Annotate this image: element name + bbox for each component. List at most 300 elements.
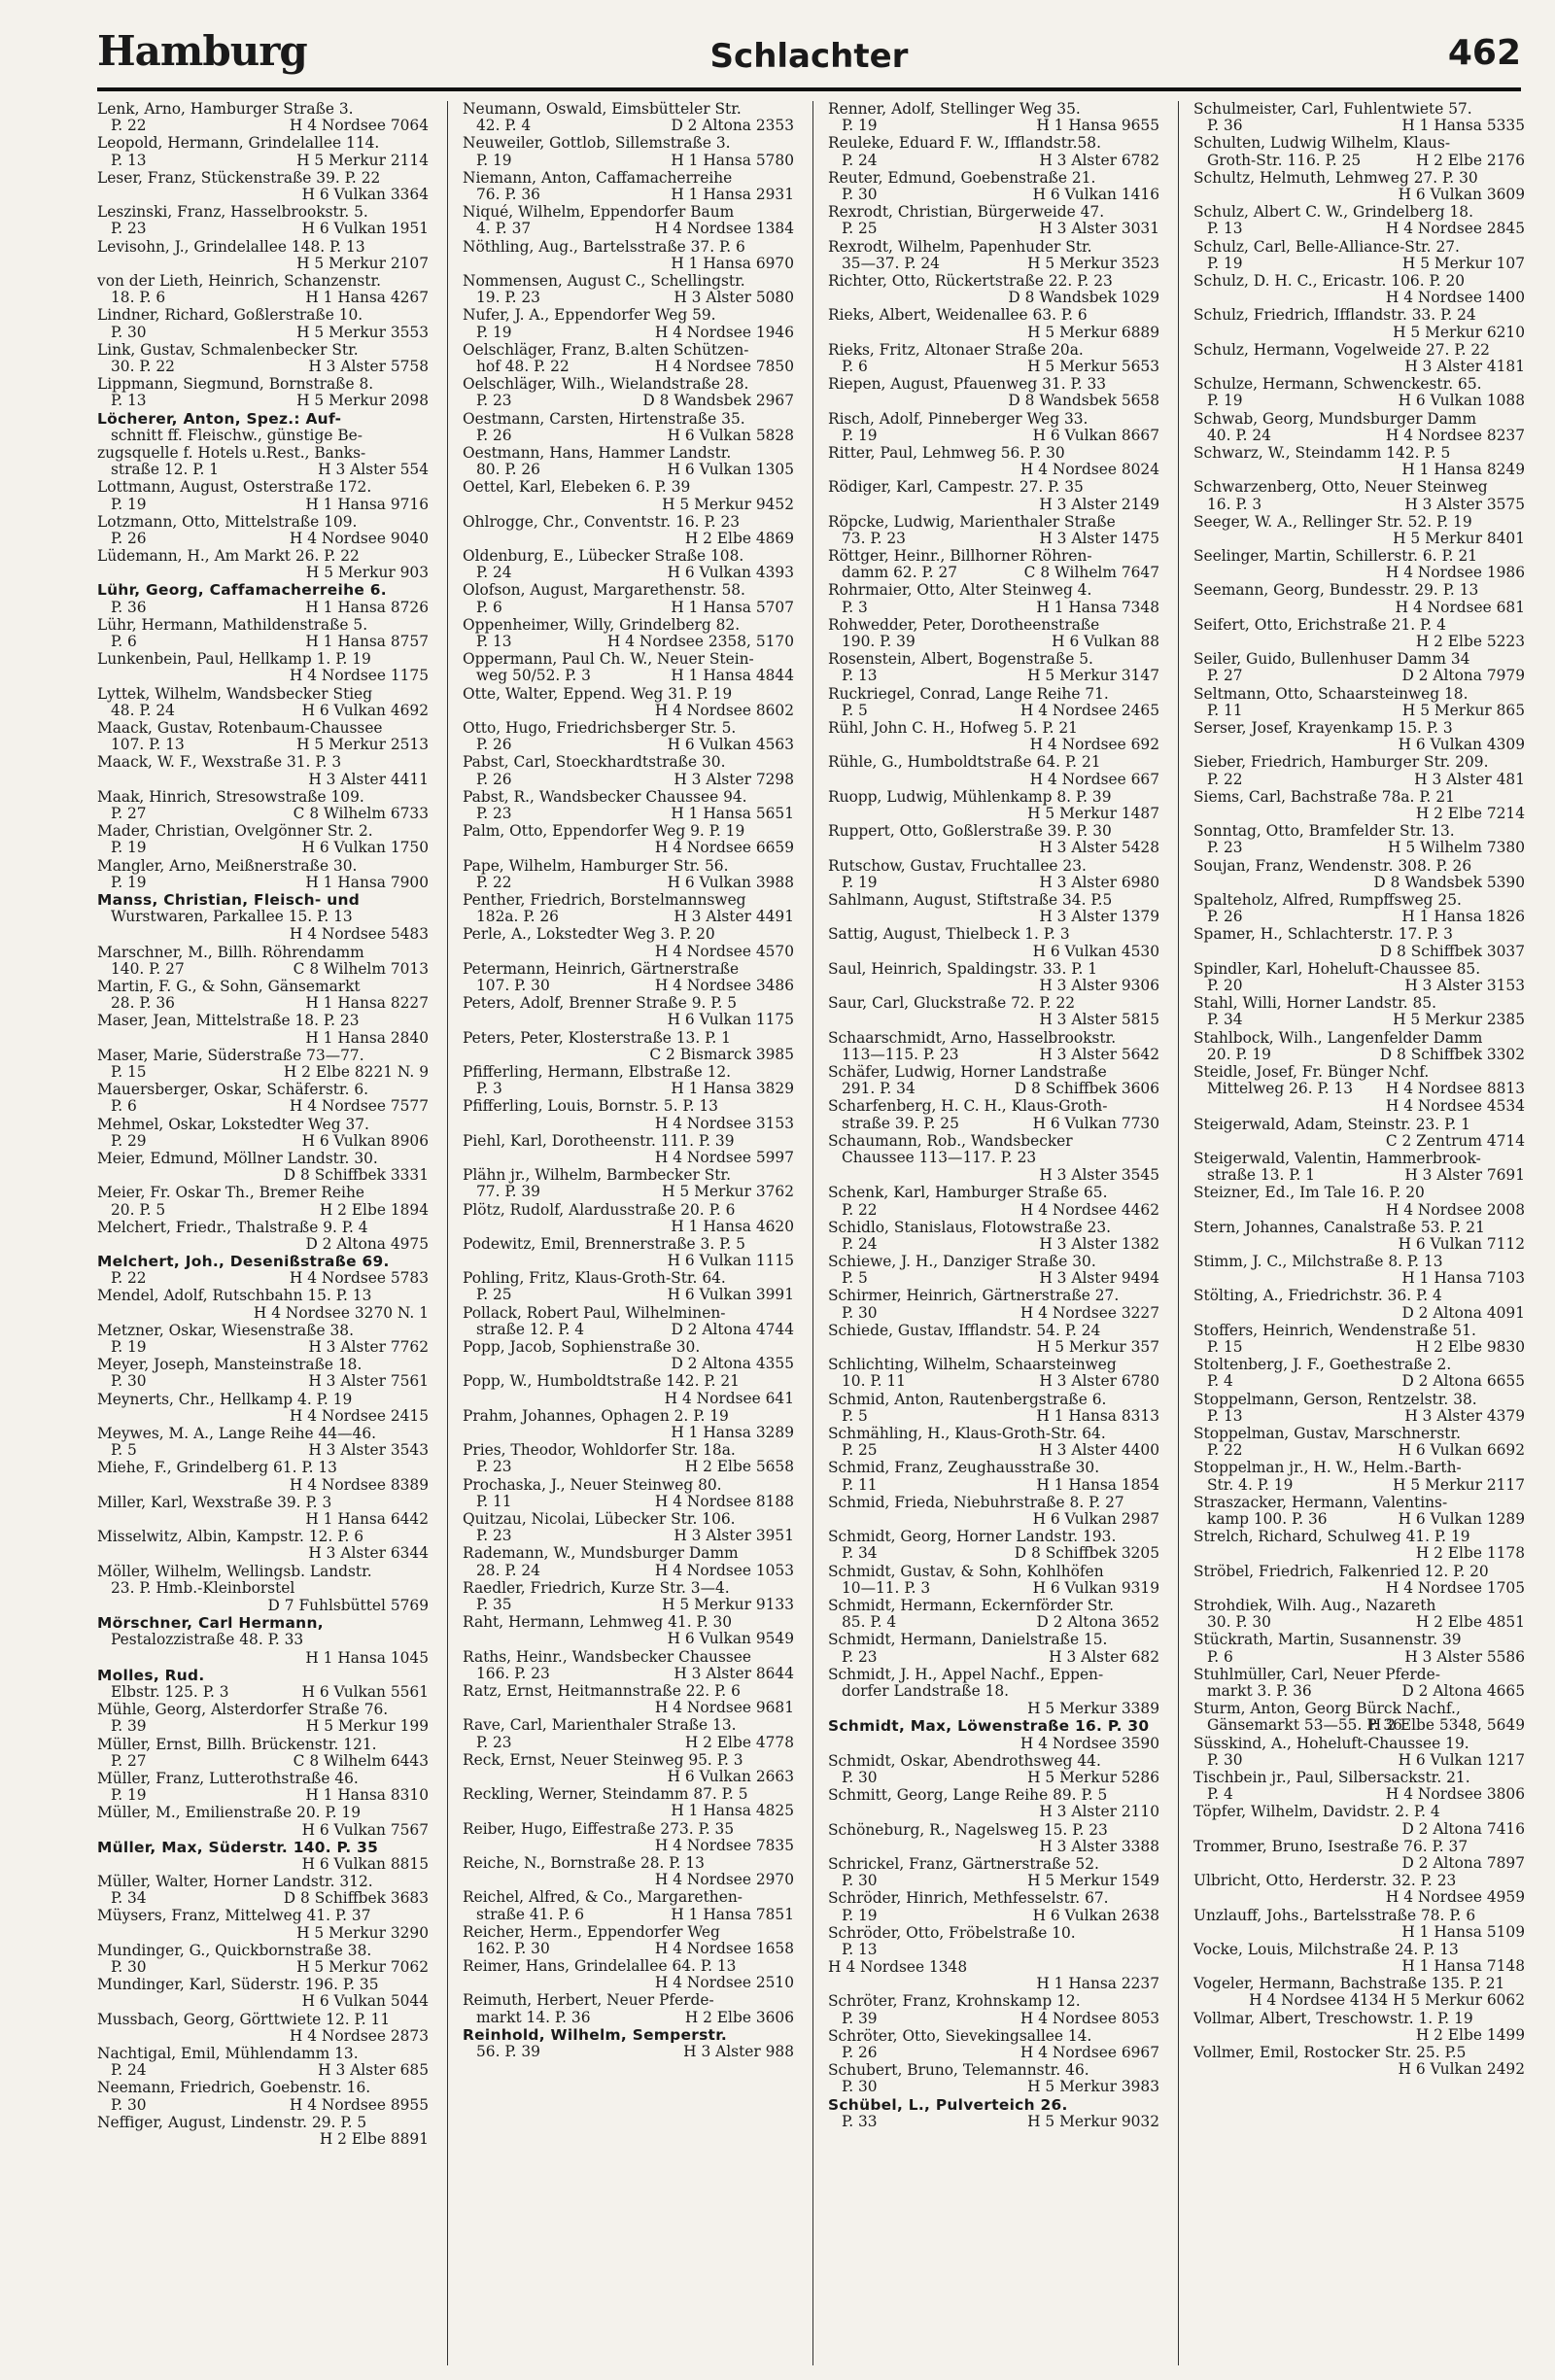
entry-phone-number: H 4 Nordsee 4462 <box>1019 1200 1159 1219</box>
entry-name-address: Schirmer, Heinrich, Gärtnerstraße 27. <box>828 1288 1120 1305</box>
entry-name-address: Schulze, Hermann, Schwenckestr. 65. <box>1193 376 1482 394</box>
entry-postal-detail: P. 33 <box>842 2112 878 2130</box>
entry-phone-number: H 4 Nordsee 7850 <box>654 357 794 375</box>
directory-entry <box>828 1460 1159 1493</box>
entry-detail-line <box>828 1047 1159 1063</box>
directory-entry <box>1193 1392 1525 1425</box>
entry-phone-number: H 4 Nordsee 8237 <box>1385 426 1525 444</box>
entry-phone-number: H 1 Hansa 8726 <box>305 598 429 616</box>
entry-detail-line <box>1193 118 1525 134</box>
entry-postal-detail: P. 23 <box>476 392 512 410</box>
entry-name-address: Steidle, Josef, Fr. Bünger Nchf. <box>1193 1063 1430 1081</box>
entry-name-address: Saur, Carl, Gluckstraße 72. P. 22 <box>828 995 1076 1013</box>
entry-detail-line <box>1193 1786 1525 1803</box>
directory-entry <box>97 1460 429 1493</box>
directory-entry <box>1193 1873 1525 1906</box>
entry-name-address: Schulmeister, Carl, Fuhlentwiete 57. <box>1193 101 1472 118</box>
entry-name-address: Schmidt, Gustav, & Sohn, Kohlhöfen <box>828 1563 1104 1580</box>
entry-detail-line <box>463 497 794 513</box>
entry-postal-detail: P. 23 <box>476 1458 512 1476</box>
entry-phone-number: H 3 Alster 6780 <box>1039 1372 1159 1391</box>
entry-detail-line <box>97 1167 429 1184</box>
entry-name-address: Rademann, W., Mundsburger Damm <box>463 1545 739 1563</box>
entry-name-address: Reiche, N., Bornstraße 28. P. 13 <box>463 1854 705 1872</box>
entry-postal-detail: P. 26 <box>476 770 512 788</box>
entry-phone-number: H 1 Hansa 7900 <box>305 873 429 891</box>
entry-phone-number: H 4 Nordsee 1400 <box>1385 289 1525 307</box>
directory-entry <box>1193 686 1525 719</box>
entry-detail-line <box>97 1632 429 1648</box>
entry-postal-detail: P. 26 <box>111 529 147 547</box>
directory-entry <box>1193 342 1525 375</box>
entry-postal-detail: P. 13 <box>111 151 147 169</box>
directory-entry <box>1193 2011 1525 2044</box>
directory-entry <box>1193 1495 1525 1528</box>
directory-entry <box>97 1151 429 1184</box>
entry-phone-number: H 4 Nordsee 8955 <box>289 2095 429 2114</box>
entry-detail-line <box>1193 428 1525 444</box>
entry-detail-line <box>97 909 429 925</box>
entry-detail-line <box>1193 1477 1525 1494</box>
entry-detail-line <box>1193 1889 1525 1906</box>
entry-phone-number: H 6 Vulkan 2638 <box>1032 1906 1159 1924</box>
entry-detail-line <box>828 978 1159 994</box>
entry-phone-number: H 2 Elbe 4869 <box>684 529 794 547</box>
entry-postal-detail: P. 23 <box>111 220 147 238</box>
directory-entry <box>828 1167 1159 1184</box>
entry-phone-number: H 5 Merkur 2513 <box>296 736 429 754</box>
entry-phone-number: H 4 Nordsee 2873 <box>289 2026 429 2045</box>
entry-phone-number: H 6 Vulkan 8906 <box>301 1131 429 1150</box>
entry-postal-detail: 18. P. 6 <box>111 289 166 307</box>
entry-name-address: Schmähling, H., Klaus-Groth-Str. 64. <box>828 1426 1106 1443</box>
entry-detail-line <box>463 565 794 581</box>
entry-name-address: Pfifferling, Hermann, Elbstraße 12. <box>463 1063 732 1081</box>
directory-entry <box>463 1958 794 1991</box>
entry-name-address: Schröder, Hinrich, Methfesselstr. 67. <box>828 1890 1109 1908</box>
directory-entry <box>97 858 429 891</box>
entry-postal-detail: P. 6 <box>842 357 868 375</box>
entry-detail-line <box>97 1684 429 1701</box>
entry-postal-detail: straße 13. P. 1 <box>1207 1166 1316 1185</box>
directory-entry <box>97 686 429 719</box>
directory-entry <box>463 1477 794 1510</box>
directory-entry <box>828 961 1159 994</box>
entry-name-address: Reimer, Hans, Grindelallee 64. P. 13 <box>463 1958 737 1976</box>
entry-name-address: Rexrodt, Christian, Bürgerweide 47. <box>828 204 1105 222</box>
directory-entry <box>97 1082 429 1115</box>
directory-entry <box>828 273 1159 306</box>
directory-entry <box>828 1701 1159 1717</box>
entry-detail-line <box>828 600 1159 616</box>
entry-phone-number: H 3 Alster 9494 <box>1039 1269 1159 1288</box>
entry-name-address: Stoppelman, Gustav, Marschnerstr. <box>1193 1426 1462 1443</box>
entry-name-address: Pfifferling, Louis, Bornstr. 5. P. 13 <box>463 1098 718 1116</box>
entry-phone-number: D 8 Schiffbek 3205 <box>1014 1544 1159 1563</box>
directory-entry <box>1193 273 1525 306</box>
entry-name-address: Lüdemann, H., Am Markt 26. P. 22 <box>97 548 360 566</box>
entry-name-address: Serser, Josef, Krayenkamp 15. P. 3 <box>1193 720 1453 738</box>
entry-name-address: Maak, Hinrich, Stresowstraße 109. <box>97 788 364 806</box>
entry-postal-detail: 35—37. P. 24 <box>842 254 940 272</box>
entry-detail-line <box>1193 1012 1525 1028</box>
entry-name-address: zugsquelle f. Hotels u.Rest., Banks- <box>97 444 366 462</box>
entry-detail-line <box>97 1545 429 1562</box>
entry-phone-number: H 6 Vulkan 1289 <box>1398 1510 1525 1529</box>
entry-phone-number: H 6 Vulkan 4393 <box>667 564 794 582</box>
entry-phone-number: H 2 Elbe 9830 <box>1415 1338 1525 1357</box>
entry-detail-line <box>828 1081 1159 1097</box>
directory-entry <box>1193 720 1525 753</box>
entry-postal-detail: P. 26 <box>1207 908 1243 926</box>
directory-entry <box>97 1529 429 1562</box>
entry-detail-line <box>463 1287 794 1303</box>
entry-detail-line <box>1193 1752 1525 1769</box>
directory-entry <box>463 273 794 306</box>
entry-phone-number: H 6 Vulkan 1088 <box>1398 392 1525 410</box>
directory-entry <box>97 273 429 306</box>
directory-entry <box>463 170 794 203</box>
entry-phone-number: H 3 Alster 554 <box>318 461 429 479</box>
directory-entry <box>463 101 794 134</box>
directory-entry <box>463 1821 794 1854</box>
entry-name-address: Maack, W. F., Wexstraße 31. P. 3 <box>97 754 342 772</box>
directory-entry <box>828 307 1159 340</box>
entry-phone-number: H 3 Alster 5815 <box>1039 1011 1159 1029</box>
entry-detail-line <box>97 2062 429 2079</box>
entry-name-address: Penther, Friedrich, Borstelmannsweg <box>463 891 746 909</box>
entry-phone-number: H 6 Vulkan 8815 <box>301 1854 429 1873</box>
entry-name-address: Peters, Adolf, Brenner Straße 9. P. 5 <box>463 995 738 1013</box>
directory-entry <box>97 135 429 168</box>
directory-entry <box>828 582 1159 615</box>
entry-postal-detail: P. 30 <box>842 1872 878 1890</box>
directory-entry <box>828 1323 1159 1356</box>
directory-entry <box>828 445 1159 478</box>
entry-phone-number: H 3 Alster 1379 <box>1039 908 1159 926</box>
directory-entry <box>463 1098 794 1131</box>
entry-name-address: Pabst, Carl, Stoeckhardtstraße 30. <box>463 754 726 772</box>
entry-name-address: Levisohn, J., Grindelallee 148. P. 13 <box>97 238 365 256</box>
entry-detail-line <box>1193 703 1525 719</box>
entry-phone-number: H 6 Vulkan 8667 <box>1032 426 1159 444</box>
directory-entry <box>1193 1030 1525 1063</box>
directory-entry <box>1193 1804 1525 1837</box>
entry-detail-line <box>97 1925 429 1942</box>
directory-entry <box>97 342 429 375</box>
directory-entry <box>1193 204 1525 237</box>
entry-postal-detail: straße 41. P. 6 <box>476 1905 585 1923</box>
entry-name-address: Pape, Wilhelm, Hamburger Str. 56. <box>463 857 729 875</box>
entry-postal-detail: P. 3 <box>842 598 868 616</box>
entry-name-address: Meier, Fr. Oskar Th., Bremer Reihe <box>97 1185 364 1202</box>
entry-phone-number: H 4 Nordsee 7064 <box>289 117 429 135</box>
entry-postal-detail: P. 25 <box>842 220 878 238</box>
entry-phone-number: H 2 Elbe 4851 <box>1415 1613 1525 1632</box>
entry-detail-line <box>1193 1202 1525 1219</box>
entry-name-address: Lunkenbein, Paul, Hellkamp 1. P. 19 <box>97 651 371 669</box>
directory-entry <box>1193 101 1525 134</box>
entry-phone-number: H 6 Vulkan 1115 <box>667 1252 794 1270</box>
entry-detail-line <box>463 1872 794 1888</box>
entry-phone-number: H 4 Nordsee 3590 <box>1019 1734 1159 1752</box>
entry-detail-line <box>828 1545 1159 1562</box>
entry-name-address: Schulz, D. H. C., Ericastr. 106. P. 20 <box>1193 272 1466 290</box>
entry-detail-line <box>828 1270 1159 1287</box>
entry-phone-number: H 4 Nordsee 4959 <box>1385 1888 1525 1907</box>
entry-name-address: Müller, Franz, Lutterothstraße 46. <box>97 1770 359 1787</box>
directory-entry <box>97 1668 429 1701</box>
entry-phone-number: H 3 Alster 4379 <box>1404 1406 1525 1425</box>
entry-phone-number: H 2 Elbe 4778 <box>684 1733 794 1751</box>
entry-phone-number: H 4 Nordsee 8053 <box>1019 2009 1159 2027</box>
entry-detail-line <box>828 531 1159 547</box>
directory-entry <box>463 514 794 547</box>
entry-name-address: Prochaska, J., Neuer Steinweg 80. <box>463 1476 722 1494</box>
entry-detail-line <box>463 1322 794 1338</box>
entry-phone-number: H 5 Merkur 903 <box>305 564 429 582</box>
entry-phone-number: H 6 Vulkan 3609 <box>1398 185 1525 203</box>
directory-entry <box>1193 1529 1525 1562</box>
directory-entry <box>1193 1098 1525 1115</box>
directory-entry <box>1193 823 1525 856</box>
entry-name-address: Maser, Jean, Mittelstraße 18. P. 23 <box>97 1013 360 1030</box>
directory-entry <box>1193 1701 1525 1734</box>
entry-detail-line <box>97 256 429 272</box>
directory-entry <box>1193 135 1525 168</box>
entry-detail-line <box>97 462 429 478</box>
entry-name-address: Oettel, Karl, Elebeken 6. P. 39 <box>463 479 691 497</box>
entry-detail-line <box>1193 2061 1525 2078</box>
entry-phone-number: H 5 Merkur 5286 <box>1027 1768 1159 1786</box>
entry-postal-detail: P. 19 <box>111 1786 147 1805</box>
entry-detail-line <box>463 1666 794 1682</box>
entry-phone-number: C 2 Zentrum 4714 <box>1385 1131 1525 1150</box>
entry-phone-number: H 4 Nordsee 2358, 5170 <box>606 633 794 651</box>
entry-postal-detail: 73. P. 23 <box>842 529 906 547</box>
directory-entry <box>463 1339 794 1372</box>
entry-name-address: Müller, M., Emilienstraße 20. P. 19 <box>97 1805 361 1822</box>
entry-name-address: Martin, F. G., & Sohn, Gänsemarkt <box>97 978 361 995</box>
entry-phone-number: H 1 Hansa 4844 <box>671 667 794 685</box>
directory-entry <box>97 479 429 512</box>
directory-entry <box>463 1717 794 1750</box>
directory-entry <box>1193 651 1525 684</box>
directory-entry <box>828 1098 1159 1131</box>
entry-detail-line <box>97 565 429 581</box>
entry-postal-detail: 291. P. 34 <box>842 1080 916 1098</box>
directory-entry <box>1193 1976 1525 2009</box>
entry-phone-number: D 2 Altona 6655 <box>1401 1372 1525 1391</box>
directory-entry <box>97 823 429 856</box>
entry-detail-line <box>1193 393 1525 409</box>
entry-phone-number: H 3 Alster 7561 <box>308 1372 429 1391</box>
directory-entry <box>463 1511 794 1544</box>
directory-entry <box>463 548 794 581</box>
entry-phone-number: H 1 Hansa 7103 <box>1401 1269 1525 1288</box>
entry-postal-detail: straße 12. P. 1 <box>111 461 220 479</box>
entry-name-address: Leopold, Hermann, Grindelallee 114. <box>97 135 380 153</box>
directory-entry <box>97 892 429 925</box>
directory-entry <box>1193 1064 1525 1097</box>
entry-name-address: Richter, Otto, Rückertstraße 22. P. 23 <box>828 272 1113 290</box>
entry-postal-detail: P. 6 <box>111 633 137 651</box>
entry-postal-detail: P. 19 <box>1207 392 1243 410</box>
entry-name-address: Seeger, W. A., Rellinger Str. 52. P. 19 <box>1193 513 1472 531</box>
directory-entry <box>97 1117 429 1150</box>
entry-name-address: Schwarzenberg, Otto, Neuer Steinweg <box>1193 479 1488 497</box>
entry-name-address: Popp, Jacob, Sophienstraße 30. <box>463 1339 701 1357</box>
entry-name-address: Ruckriegel, Conrad, Lange Reihe 71. <box>828 685 1109 703</box>
entry-phone-number: H 5 Merkur 6889 <box>1027 323 1159 341</box>
entry-name-address: Schmidt, Georg, Horner Landstr. 193. <box>828 1529 1117 1546</box>
entry-detail-line <box>97 531 429 547</box>
entry-detail-line <box>463 1975 794 1991</box>
entry-name-address: Ohlrogge, Chr., Conventstr. 16. P. 23 <box>463 513 741 531</box>
directory-entry <box>1193 1288 1525 1321</box>
directory-entry <box>97 1495 429 1528</box>
entry-postal-detail: 166. P. 23 <box>476 1664 550 1682</box>
entry-detail-line <box>1193 1649 1525 1666</box>
entry-detail-line <box>97 1822 429 1839</box>
entry-detail-line <box>828 256 1159 272</box>
entry-phone-number: H 3 Alster 2149 <box>1039 495 1159 513</box>
entry-name-address: Stimm, J. C., Milchstraße 8. P. 13 <box>1193 1254 1443 1271</box>
directory-entry <box>97 548 429 581</box>
entry-phone-number: H 1 Hansa 7148 <box>1401 1957 1525 1976</box>
entry-detail-line <box>828 393 1159 409</box>
entry-phone-number: H 4 Nordsee 1946 <box>654 323 794 341</box>
directory-entry <box>97 376 429 409</box>
entry-phone-number: C 8 Wilhelm 7647 <box>1023 564 1159 582</box>
entry-phone-number: H 3 Alster 7691 <box>1404 1166 1525 1185</box>
directory-entry <box>97 307 429 340</box>
entry-postal-detail: P. 30 <box>842 1768 878 1786</box>
entry-name-address: Melchert, Joh., Desenißstraße 69. <box>97 1254 390 1271</box>
entry-name-address: Schwarz, W., Steindamm 142. P. 5 <box>1193 444 1451 462</box>
entry-phone-number: H 4 Nordsee 8813 <box>1385 1080 1525 1098</box>
entry-phone-number: H 3 Alster 3951 <box>674 1527 794 1545</box>
entry-postal-detail: Groth-Str. 116. P. 25 <box>1207 151 1362 169</box>
entry-postal-detail: P. 24 <box>476 564 512 582</box>
entry-name-address: Ratz, Ernst, Heitmannstraße 22. P. 6 <box>463 1682 741 1700</box>
entry-detail-line <box>1193 909 1525 925</box>
directory-entry <box>97 1426 429 1459</box>
entry-name-address: Reicher, Herm., Eppendorfer Weg <box>463 1923 720 1941</box>
entry-name-address: Müller, Walter, Horner Landstr. 312. <box>97 1874 373 1891</box>
entry-detail-line <box>97 1511 429 1528</box>
entry-postal-detail: 23. P. Hmb.-Kleinborstel <box>111 1578 295 1597</box>
entry-postal-detail: P. 30 <box>111 2095 147 2114</box>
entry-detail-line <box>1193 325 1525 341</box>
directory-entry <box>828 1064 1159 1097</box>
directory-entry <box>97 2012 429 2045</box>
entry-detail-line <box>463 1597 794 1613</box>
entry-name-address: Rutschow, Gustav, Fruchtallee 23. <box>828 857 1087 875</box>
entry-postal-detail: P. 13 <box>1207 220 1243 238</box>
directory-entry <box>463 1167 794 1200</box>
column-1 <box>97 101 429 2365</box>
entry-phone-number: H 1 Hansa 5335 <box>1401 117 1525 135</box>
directory-entry <box>1193 307 1525 340</box>
entry-detail-line <box>97 703 429 719</box>
column-2 <box>463 101 794 2365</box>
entry-name-address: Stern, Johannes, Canalstraße 53. P. 21 <box>1193 1219 1485 1236</box>
entry-name-address: Röttger, Heinr., Billhorner Röhren- <box>828 548 1092 566</box>
entry-detail-line <box>97 926 429 943</box>
directory-entry <box>1193 926 1525 959</box>
entry-name-address: Oldenburg, E., Lübecker Straße 108. <box>463 548 744 566</box>
entry-detail-line <box>463 875 794 891</box>
directory-entry <box>463 961 794 994</box>
entry-name-address: Schwab, Georg, Mundsburger Damm <box>1193 410 1477 428</box>
entry-phone-number: H 3 Alster 682 <box>1049 1647 1159 1666</box>
entry-postal-detail: P. 19 <box>842 873 878 891</box>
entry-phone-number: H 3 Alster 1382 <box>1039 1234 1159 1253</box>
entry-detail-line <box>828 1477 1159 1494</box>
entry-name-address: Nufer, J. A., Eppendorfer Weg 59. <box>463 307 716 325</box>
entry-name-address: Lyttek, Wilhelm, Wandsbecker Stieg <box>97 685 373 703</box>
entry-postal-detail: Elbstr. 125. P. 3 <box>111 1682 229 1701</box>
entry-phone-number: H 1 Hansa 1045 <box>305 1648 429 1667</box>
entry-postal-detail: P. 39 <box>842 2009 878 2027</box>
entry-detail-line <box>463 325 794 341</box>
entry-phone-number: H 4 Nordsee 1705 <box>1385 1578 1525 1597</box>
entry-name-address: Rieks, Albert, Weidenallee 63. P. 6 <box>828 307 1088 325</box>
entry-phone-number: C 8 Wilhelm 6443 <box>293 1751 429 1770</box>
entry-phone-number: H 4 Nordsee 3153 <box>654 1114 794 1132</box>
entry-name-address: Stoppelman jr., H. W., Helm.-Barth- <box>1193 1460 1462 1477</box>
entry-phone-number: H 1 Hansa 8757 <box>305 633 429 651</box>
directory-entry <box>463 1408 794 1441</box>
entry-name-address: Stahl, Willi, Horner Landstr. 85. <box>1193 995 1437 1013</box>
entry-name-address: Ulbricht, Otto, Herderstr. 32. P. 23 <box>1193 1873 1457 1890</box>
directory-entry <box>828 1632 1159 1665</box>
entry-phone-number: H 1 Hansa 1854 <box>1036 1475 1159 1494</box>
entry-name-address: von der Lieth, Heinrich, Schanzenstr. <box>97 272 382 290</box>
entry-name-address: Strohdiek, Wilh. Aug., Nazareth <box>1193 1597 1436 1614</box>
entry-detail-line <box>1193 1545 1525 1562</box>
entry-name-address: Neuweiler, Gottlob, Sillemstraße 3. <box>463 135 731 153</box>
entry-phone-number: H 5 Merkur 2385 <box>1393 1011 1525 1029</box>
entry-detail-line <box>828 1511 1159 1528</box>
entry-name-address: Piehl, Karl, Dorotheenstr. 111. P. 39 <box>463 1132 735 1150</box>
entry-phone-number: H 6 Vulkan 1217 <box>1398 1750 1525 1769</box>
entry-phone-number: H 3 Alster 5080 <box>674 289 794 307</box>
entry-phone-number: D 8 Schiffbek 3683 <box>283 1889 429 1908</box>
entry-phone-number: H 3 Alster 5758 <box>308 357 429 375</box>
entry-phone-number: H 4 Nordsee 9681 <box>654 1699 794 1717</box>
directory-entry <box>1193 170 1525 203</box>
entry-name-address: Schröder, Otto, Fröbelstraße 10. <box>828 1924 1076 1942</box>
entry-phone-number: H 6 Vulkan 9549 <box>667 1630 794 1648</box>
entry-detail-line <box>97 428 429 444</box>
entry-name-address: Olofson, August, Margarethenstr. 58. <box>463 582 745 600</box>
entry-name-address: Nachtigal, Emil, Mühlendamm 13. <box>97 2046 359 2063</box>
entry-phone-number: H 4 Nordsee 3486 <box>654 976 794 994</box>
entry-detail-line <box>463 1907 794 1923</box>
entry-name-address: Mehmel, Oskar, Lokstedter Weg 37. <box>97 1116 369 1133</box>
entry-postal-detail: dorfer Landstraße 18. <box>842 1681 1010 1700</box>
entry-detail-line <box>828 634 1159 650</box>
entry-phone-number: H 2 Elbe 7214 <box>1415 805 1525 823</box>
entry-detail-line <box>97 1650 429 1667</box>
entry-phone-number: D 2 Altona 4665 <box>1401 1681 1525 1700</box>
entry-detail-line <box>97 875 429 891</box>
directory-entry <box>828 1925 1159 1958</box>
entry-phone-number: H 3 Alster 3031 <box>1039 220 1159 238</box>
directory-entry <box>463 1683 794 1716</box>
